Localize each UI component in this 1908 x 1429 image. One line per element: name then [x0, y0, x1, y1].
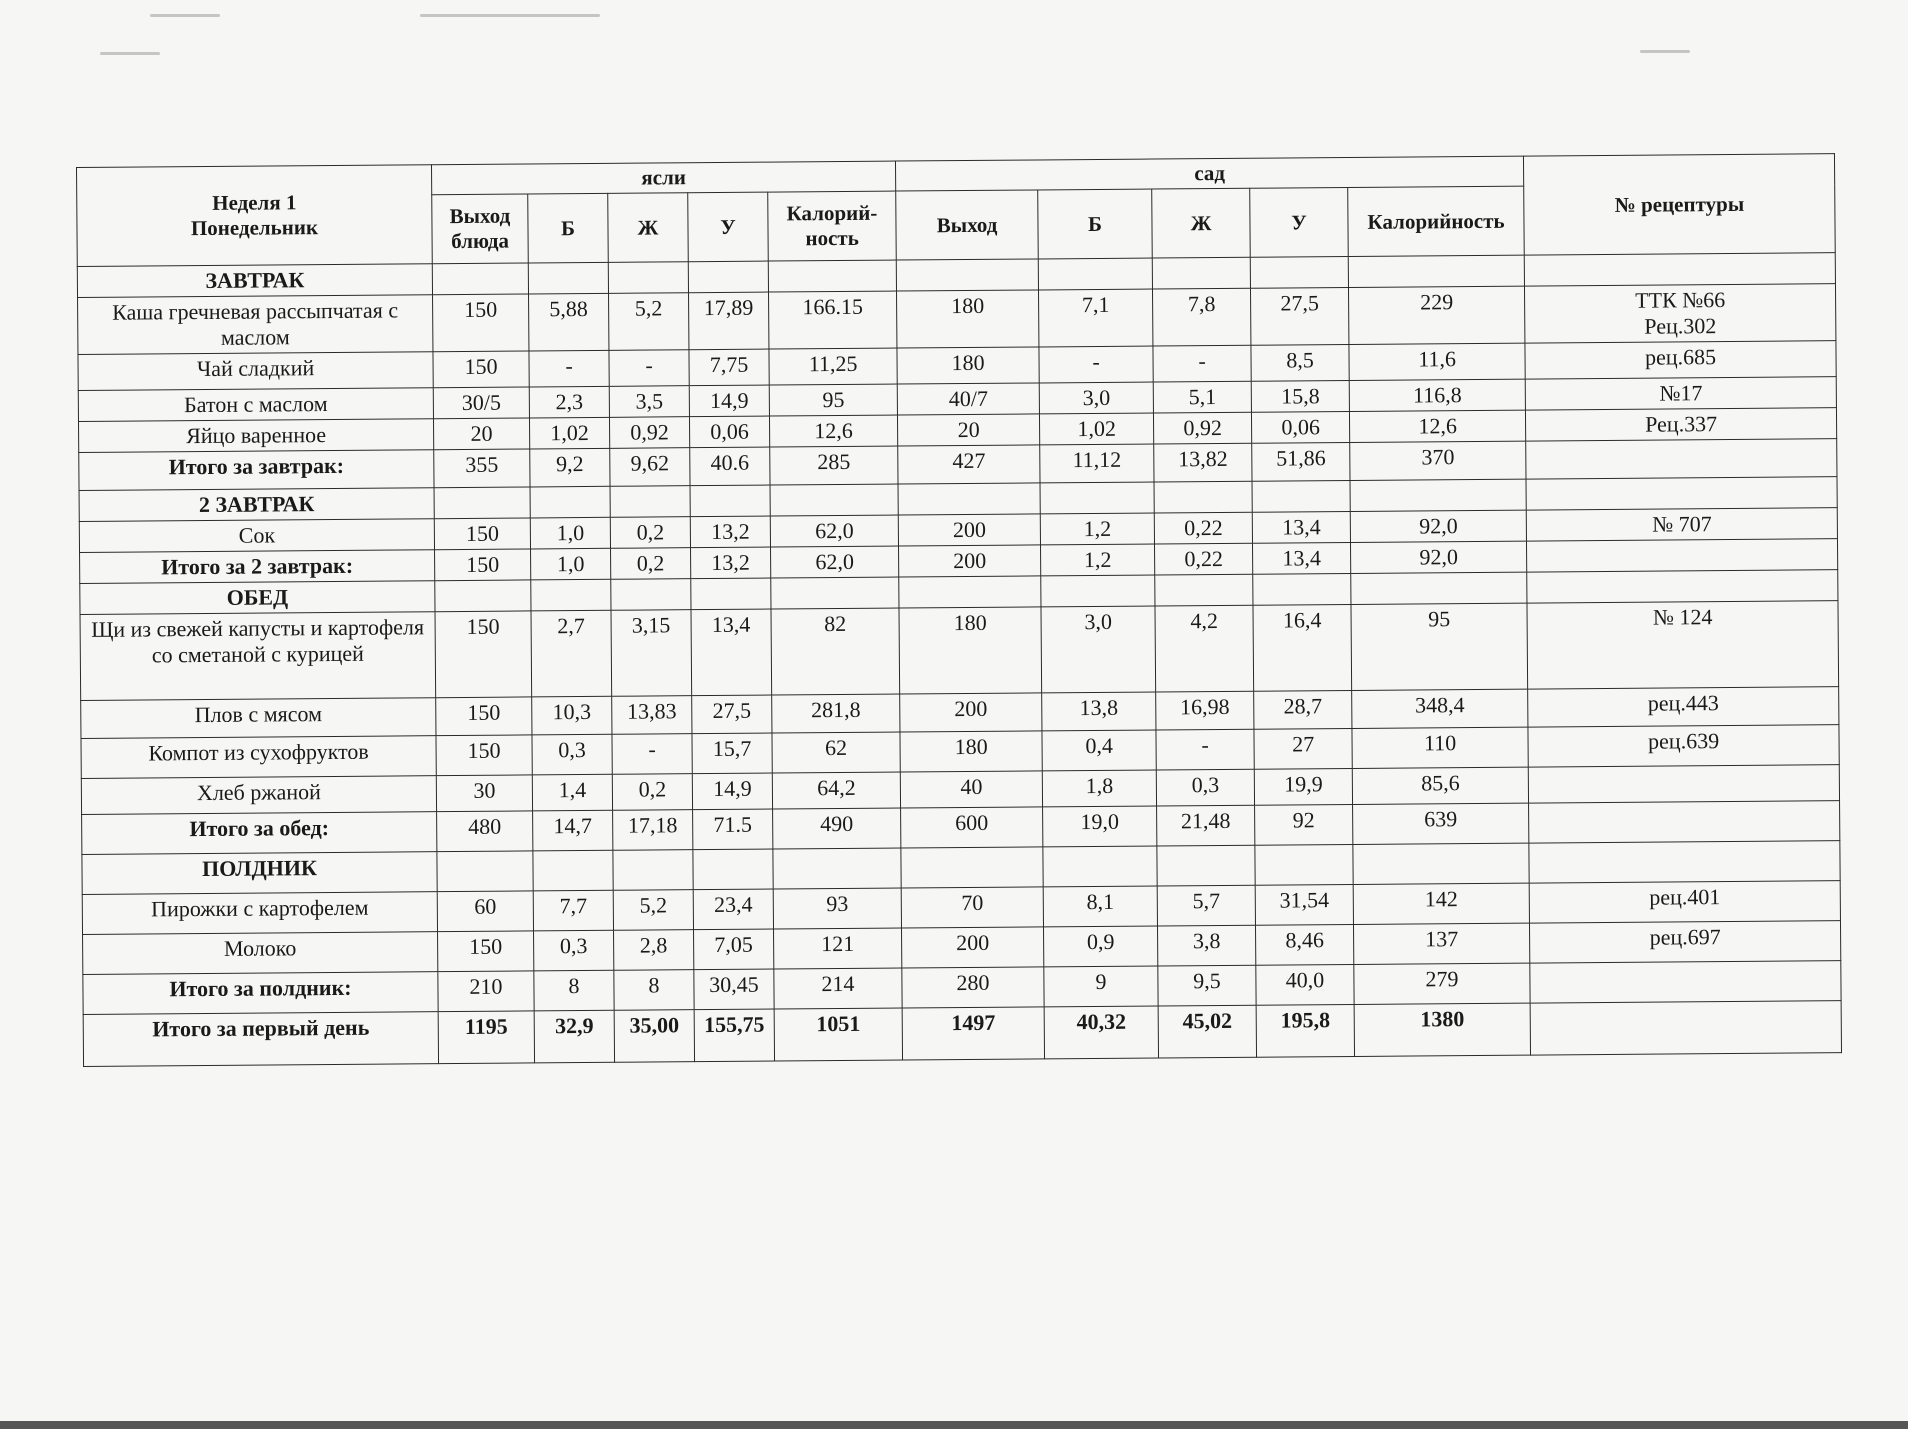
- nursery-fat-cell: 3,5: [609, 386, 689, 418]
- nursery-calories-cell: 93: [773, 888, 901, 929]
- dish-name: Компот из сухофруктов: [81, 735, 436, 778]
- nursery-yield-cell: 150: [436, 735, 532, 776]
- garden-calories-cell: 1380: [1354, 1003, 1530, 1056]
- dish-name: Молоко: [83, 931, 438, 974]
- nursery-calories-cell: [771, 577, 899, 609]
- nursery-carbs-cell: 30,45: [694, 969, 774, 1010]
- nursery-protein-cell: 0,3: [534, 930, 614, 971]
- nursery-carbs-cell: 14,9: [689, 385, 769, 417]
- garden-protein-cell: 3,0: [1041, 606, 1156, 693]
- recipe-cell: рец.639: [1528, 724, 1839, 766]
- garden-fat-cell: [1154, 481, 1252, 513]
- nursery-fat-cell: 13,83: [612, 695, 692, 734]
- garden-protein-cell: 1,8: [1042, 770, 1156, 807]
- nursery-yield-cell: 30: [436, 775, 532, 812]
- total-label: Итого за полдник:: [83, 971, 438, 1014]
- garden-carbs-cell: [1253, 573, 1351, 605]
- nursery-protein-cell: 1,0: [530, 517, 610, 549]
- week-title: Неделя 1: [212, 190, 297, 216]
- nursery-calories-cell: 285: [770, 446, 898, 485]
- nursery-calories-cell: 1051: [774, 1008, 902, 1061]
- garden-carbs-cell: 13,4: [1252, 511, 1350, 543]
- nursery-carbs-cell: 155,75: [694, 1009, 774, 1062]
- garden-yield-cell: [901, 847, 1043, 888]
- garden-carbs-cell: 31,54: [1255, 884, 1353, 925]
- garden-protein-cell: -: [1039, 346, 1153, 383]
- garden-carbs-cell: [1250, 257, 1348, 289]
- garden-protein-cell: 40,32: [1044, 1006, 1158, 1059]
- recipe-cell: ТТК №66 Рец.302: [1525, 284, 1836, 343]
- nursery-protein-cell: 2,3: [529, 386, 609, 418]
- nursery-fat-cell: -: [609, 350, 689, 387]
- garden-protein-cell: [1038, 258, 1152, 290]
- nursery-protein-cell: [531, 579, 611, 611]
- nursery-carbs-cell: [691, 578, 771, 610]
- garden-col-calories: Калорийность: [1348, 186, 1525, 256]
- recipe-cell: [1526, 476, 1837, 509]
- table-title-cell: [77, 165, 433, 267]
- nursery-carbs-cell: 23,4: [693, 889, 773, 930]
- nursery-yield-cell: 210: [438, 971, 534, 1012]
- recipe-cell: [1530, 1000, 1841, 1054]
- garden-fat-cell: 0,3: [1156, 769, 1254, 806]
- nursery-fat-cell: 8: [614, 969, 694, 1010]
- nursery-carbs-cell: 14,9: [692, 773, 772, 810]
- nursery-calories-cell: 166.15: [769, 291, 898, 349]
- garden-protein-cell: 8,1: [1043, 886, 1157, 927]
- nursery-carbs-cell: 7,05: [694, 929, 774, 970]
- nursery-calories-cell: 62: [772, 732, 900, 773]
- garden-yield-cell: 180: [899, 607, 1042, 694]
- garden-yield-cell: 70: [901, 887, 1043, 928]
- nursery-fat-cell: [610, 485, 690, 517]
- nursery-yield-cell: [435, 580, 531, 612]
- meal-section-title: 2 ЗАВТРАК: [79, 487, 434, 521]
- nursery-protein-cell: 7,7: [533, 890, 613, 931]
- nursery-calories-cell: 62,0: [770, 515, 898, 547]
- garden-protein-cell: 1,2: [1040, 513, 1154, 545]
- table-row: [80, 600, 1839, 700]
- nursery-protein-cell: 8: [534, 970, 614, 1011]
- garden-calories-cell: 92,0: [1350, 510, 1526, 542]
- garden-fat-cell: 9,5: [1158, 965, 1256, 1006]
- nursery-protein-cell: 0,3: [532, 734, 612, 775]
- recipe-cell: № 707: [1526, 507, 1837, 540]
- garden-calories-cell: 279: [1354, 963, 1530, 1004]
- garden-fat-cell: -: [1153, 345, 1251, 382]
- garden-calories-cell: 110: [1352, 727, 1528, 768]
- nursery-fat-cell: 5,2: [613, 889, 693, 930]
- nursery-col-fat: Ж: [608, 193, 689, 263]
- garden-carbs-cell: [1252, 480, 1350, 512]
- recipe-cell: № 124: [1527, 600, 1839, 688]
- garden-carbs-cell: 8,5: [1251, 344, 1349, 381]
- garden-calories-cell: 85,6: [1352, 767, 1528, 804]
- nursery-fat-cell: 9,62: [610, 447, 690, 486]
- nursery-carbs-cell: 0,06: [689, 416, 769, 448]
- recipe-cell: [1526, 438, 1837, 478]
- nursery-protein-cell: 9,2: [530, 448, 610, 487]
- garden-yield-cell: 180: [897, 290, 1039, 348]
- nursery-col-protein: Б: [528, 193, 609, 263]
- nursery-carbs-cell: 13,4: [691, 609, 772, 696]
- garden-carbs-cell: 40,0: [1256, 964, 1354, 1005]
- nursery-yield-cell: 30/5: [433, 387, 529, 419]
- dish-name: Плов с мясом: [81, 697, 436, 738]
- nursery-yield-cell: 1195: [438, 1011, 534, 1064]
- recipe-cell: [1529, 840, 1840, 882]
- garden-protein-cell: 9: [1044, 966, 1158, 1007]
- nursery-fat-cell: 5,2: [609, 293, 689, 351]
- nursery-carbs-cell: [693, 849, 773, 890]
- nursery-protein-cell: [528, 262, 608, 294]
- garden-protein-cell: 1,02: [1040, 413, 1154, 445]
- nursery-calories-cell: 12,6: [769, 415, 897, 447]
- scan-artifact: [1640, 50, 1690, 53]
- recipe-cell: рец.697: [1530, 920, 1841, 962]
- garden-yield-cell: 180: [900, 731, 1042, 772]
- garden-carbs-cell: 195,8: [1256, 1004, 1354, 1057]
- garden-fat-cell: [1157, 845, 1255, 886]
- recipe-header: № рецептуры: [1524, 154, 1836, 255]
- garden-calories-cell: 12,6: [1350, 410, 1526, 442]
- nursery-carbs-cell: 40.6: [690, 447, 770, 486]
- nursery-calories-cell: 281,8: [772, 694, 900, 733]
- scan-artifact: [420, 14, 600, 17]
- garden-protein-cell: 19,0: [1043, 806, 1157, 847]
- garden-calories-cell: 92,0: [1351, 541, 1527, 573]
- dish-name: Сок: [79, 518, 434, 552]
- garden-protein-cell: 0,4: [1042, 730, 1156, 771]
- nursery-carbs-cell: [688, 261, 768, 293]
- garden-carbs-cell: 92: [1255, 804, 1353, 845]
- nursery-protein-cell: -: [529, 350, 609, 387]
- nursery-calories-cell: 64,2: [772, 772, 900, 809]
- dish-name: Пирожки с картофелем: [82, 891, 437, 934]
- nursery-yield-cell: 150: [433, 294, 529, 352]
- nursery-protein-cell: 2,7: [531, 610, 612, 697]
- total-label: Итого за первый день: [83, 1011, 438, 1066]
- garden-col-protein: Б: [1038, 189, 1153, 259]
- garden-fat-cell: 3,8: [1158, 925, 1256, 966]
- recipe-cell: [1524, 253, 1835, 286]
- garden-carbs-cell: 15,8: [1251, 380, 1349, 412]
- garden-fat-cell: 4,2: [1155, 605, 1254, 692]
- nursery-protein-cell: 1,4: [532, 774, 612, 811]
- garden-fat-cell: [1152, 257, 1250, 289]
- nursery-calories-cell: [768, 260, 896, 292]
- nursery-protein-cell: 14,7: [533, 810, 613, 851]
- nursery-calories-cell: 82: [771, 608, 900, 695]
- nursery-yield-cell: 355: [434, 449, 530, 488]
- dish-name: Яйцо варенное: [78, 419, 433, 453]
- nursery-carbs-cell: 13,2: [691, 547, 771, 579]
- nursery-carbs-cell: 17,89: [689, 292, 769, 350]
- garden-yield-cell: [898, 483, 1040, 515]
- garden-calories-cell: 116,8: [1349, 379, 1525, 411]
- nursery-calories-cell: 95: [769, 384, 897, 416]
- garden-calories-cell: 137: [1354, 923, 1530, 964]
- nursery-calories-cell: [773, 848, 901, 889]
- nursery-yield-cell: 150: [435, 611, 532, 698]
- garden-yield-cell: 200: [900, 693, 1042, 732]
- nursery-calories-cell: 121: [774, 928, 902, 969]
- garden-protein-cell: 3,0: [1039, 382, 1153, 414]
- garden-carbs-cell: 13,4: [1253, 542, 1351, 574]
- total-label: Итого за 2 завтрак:: [80, 549, 435, 583]
- nursery-calories-cell: 11,25: [769, 348, 897, 385]
- garden-carbs-cell: 0,06: [1252, 411, 1350, 443]
- nursery-fat-cell: [611, 578, 691, 610]
- garden-calories-cell: 95: [1351, 603, 1528, 690]
- garden-protein-cell: 0,9: [1044, 926, 1158, 967]
- nursery-fat-cell: 17,18: [613, 809, 693, 850]
- garden-carbs-cell: 27: [1254, 728, 1352, 769]
- garden-protein-cell: [1041, 575, 1155, 607]
- nursery-fat-cell: 0,2: [610, 516, 690, 548]
- garden-yield-cell: 20: [898, 414, 1040, 446]
- total-label: Итого за обед:: [82, 811, 437, 854]
- nursery-protein-cell: 1,0: [531, 548, 611, 580]
- garden-protein-cell: [1043, 846, 1157, 887]
- garden-carbs-cell: [1255, 844, 1353, 885]
- garden-group-header: сад: [896, 156, 1524, 191]
- menu-body: [77, 253, 1841, 1066]
- nursery-calories-cell: 490: [773, 808, 901, 849]
- recipe-cell: рец.401: [1529, 880, 1840, 922]
- garden-fat-cell: 7,8: [1153, 288, 1251, 346]
- nursery-fat-cell: 0,2: [611, 547, 691, 579]
- garden-calories-cell: [1348, 255, 1524, 287]
- nursery-yield-cell: 150: [433, 351, 529, 388]
- garden-fat-cell: -: [1156, 729, 1254, 770]
- nursery-carbs-cell: 7,75: [689, 349, 769, 386]
- nursery-fat-cell: 35,00: [614, 1009, 694, 1062]
- meal-section-title: ПОЛДНИК: [82, 851, 437, 894]
- garden-calories-cell: 639: [1353, 803, 1529, 844]
- nursery-col-calories: Калорий-ность: [768, 191, 897, 261]
- nursery-fat-cell: 3,15: [611, 609, 692, 696]
- recipe-cell: [1527, 538, 1838, 571]
- recipe-cell: рец.443: [1528, 686, 1839, 726]
- nursery-carbs-cell: 27,5: [692, 695, 772, 734]
- garden-fat-cell: [1155, 574, 1253, 606]
- nursery-protein-cell: 32,9: [534, 1010, 614, 1063]
- nursery-calories-cell: 62,0: [771, 546, 899, 578]
- garden-carbs-cell: 27,5: [1251, 287, 1349, 345]
- nursery-carbs-cell: 15,7: [692, 733, 772, 774]
- garden-carbs-cell: 51,86: [1252, 442, 1350, 481]
- garden-fat-cell: 5,1: [1153, 381, 1251, 413]
- garden-calories-cell: [1353, 843, 1529, 884]
- nursery-calories-cell: [770, 484, 898, 516]
- nursery-calories-cell: 214: [774, 968, 902, 1009]
- nursery-yield-cell: 150: [435, 549, 531, 581]
- garden-yield-cell: 40/7: [897, 383, 1039, 415]
- garden-carbs-cell: 8,46: [1256, 924, 1354, 965]
- garden-carbs-cell: 16,4: [1253, 604, 1352, 691]
- garden-yield-cell: 200: [902, 927, 1044, 968]
- garden-fat-cell: 13,82: [1154, 443, 1252, 482]
- garden-yield-cell: 40: [900, 771, 1042, 808]
- nursery-yield-cell: 150: [434, 518, 530, 550]
- garden-carbs-cell: 28,7: [1254, 690, 1352, 729]
- garden-calories-cell: [1350, 479, 1526, 511]
- nursery-yield-cell: 150: [436, 697, 532, 736]
- recipe-cell: Рец.337: [1526, 407, 1837, 440]
- garden-yield-cell: 200: [899, 545, 1041, 577]
- garden-fat-cell: 45,02: [1158, 1005, 1256, 1058]
- nursery-protein-cell: [530, 486, 610, 518]
- garden-calories-cell: 229: [1349, 286, 1525, 344]
- garden-yield-cell: 200: [898, 514, 1040, 546]
- garden-calories-cell: 348,4: [1352, 689, 1528, 728]
- garden-yield-cell: 180: [897, 347, 1039, 384]
- dish-name: Щи из свежей капусты и картофеля со сметаной с курицей: [80, 611, 436, 700]
- garden-protein-cell: 13,8: [1042, 692, 1156, 731]
- nursery-carbs-cell: 13,2: [690, 516, 770, 548]
- nursery-carbs-cell: 71.5: [693, 809, 773, 850]
- garden-carbs-cell: 19,9: [1254, 768, 1352, 805]
- scan-bottom-edge: [0, 1421, 1908, 1429]
- nursery-fat-cell: [608, 262, 688, 294]
- nursery-group-header: ясли: [431, 161, 895, 195]
- garden-fat-cell: 5,7: [1157, 885, 1255, 926]
- dish-name: Каша гречневая рассыпчатая с маслом: [78, 295, 433, 355]
- garden-col-carbs: У: [1250, 188, 1349, 258]
- garden-protein-cell: 1,2: [1041, 544, 1155, 576]
- nursery-carbs-cell: [690, 485, 770, 517]
- garden-yield-cell: 1497: [902, 1007, 1044, 1060]
- nursery-protein-cell: 1,02: [529, 417, 609, 449]
- garden-fat-cell: 16,98: [1156, 691, 1254, 730]
- dish-name: Чай сладкий: [78, 352, 433, 391]
- nursery-yield-cell: 480: [437, 811, 533, 852]
- menu-table: [76, 153, 1842, 1066]
- scan-artifact: [150, 14, 220, 17]
- nursery-yield-cell: [434, 487, 530, 519]
- garden-calories-cell: 142: [1353, 883, 1529, 924]
- garden-fat-cell: 21,48: [1157, 805, 1255, 846]
- garden-yield-cell: [899, 576, 1041, 608]
- meal-section-title: ОБЕД: [80, 580, 435, 614]
- garden-yield-cell: 280: [902, 967, 1044, 1008]
- scan-artifact: [100, 52, 160, 55]
- recipe-cell: [1528, 764, 1839, 802]
- nursery-fat-cell: -: [612, 733, 692, 774]
- nursery-fat-cell: 2,8: [614, 929, 694, 970]
- nursery-fat-cell: 0,2: [612, 773, 692, 810]
- nursery-yield-cell: 150: [438, 931, 534, 972]
- nursery-fat-cell: [613, 849, 693, 890]
- dish-name: Батон с маслом: [78, 388, 433, 422]
- garden-fat-cell: 0,92: [1154, 412, 1252, 444]
- garden-calories-cell: 370: [1350, 441, 1526, 480]
- garden-col-fat: Ж: [1152, 188, 1251, 258]
- meal-section-title: ЗАВТРАК: [77, 264, 432, 298]
- nursery-yield-cell: 60: [437, 891, 533, 932]
- garden-protein-cell: [1040, 482, 1154, 514]
- recipe-cell: [1530, 960, 1841, 1002]
- total-label: Итого за завтрак:: [79, 449, 434, 490]
- garden-yield-cell: 427: [898, 445, 1040, 484]
- garden-calories-cell: [1351, 572, 1527, 604]
- nursery-col-yield: Выход блюда: [432, 194, 529, 264]
- nursery-yield-cell: [437, 851, 533, 892]
- recipe-cell: [1529, 800, 1840, 842]
- garden-protein-cell: 11,12: [1040, 444, 1154, 483]
- recipe-cell: рец.685: [1525, 341, 1836, 379]
- garden-yield-cell: [896, 259, 1038, 291]
- dish-name: Хлеб ржаной: [81, 775, 436, 814]
- garden-calories-cell: 11,6: [1349, 343, 1525, 380]
- nursery-protein-cell: 5,88: [529, 293, 609, 351]
- garden-yield-cell: 600: [901, 807, 1043, 848]
- garden-fat-cell: 0,22: [1154, 512, 1252, 544]
- recipe-cell: [1527, 569, 1838, 602]
- garden-protein-cell: 7,1: [1039, 289, 1153, 347]
- garden-col-yield: Выход: [896, 190, 1039, 260]
- garden-fat-cell: 0,22: [1155, 543, 1253, 575]
- nursery-yield-cell: 20: [433, 418, 529, 450]
- day-title: Понедельник: [190, 215, 319, 241]
- nursery-protein-cell: [533, 850, 613, 891]
- recipe-cell: №17: [1525, 377, 1836, 410]
- nursery-protein-cell: 10,3: [532, 696, 612, 735]
- nursery-fat-cell: 0,92: [609, 417, 689, 449]
- nursery-yield-cell: [432, 263, 528, 295]
- nursery-col-carbs: У: [688, 192, 769, 262]
